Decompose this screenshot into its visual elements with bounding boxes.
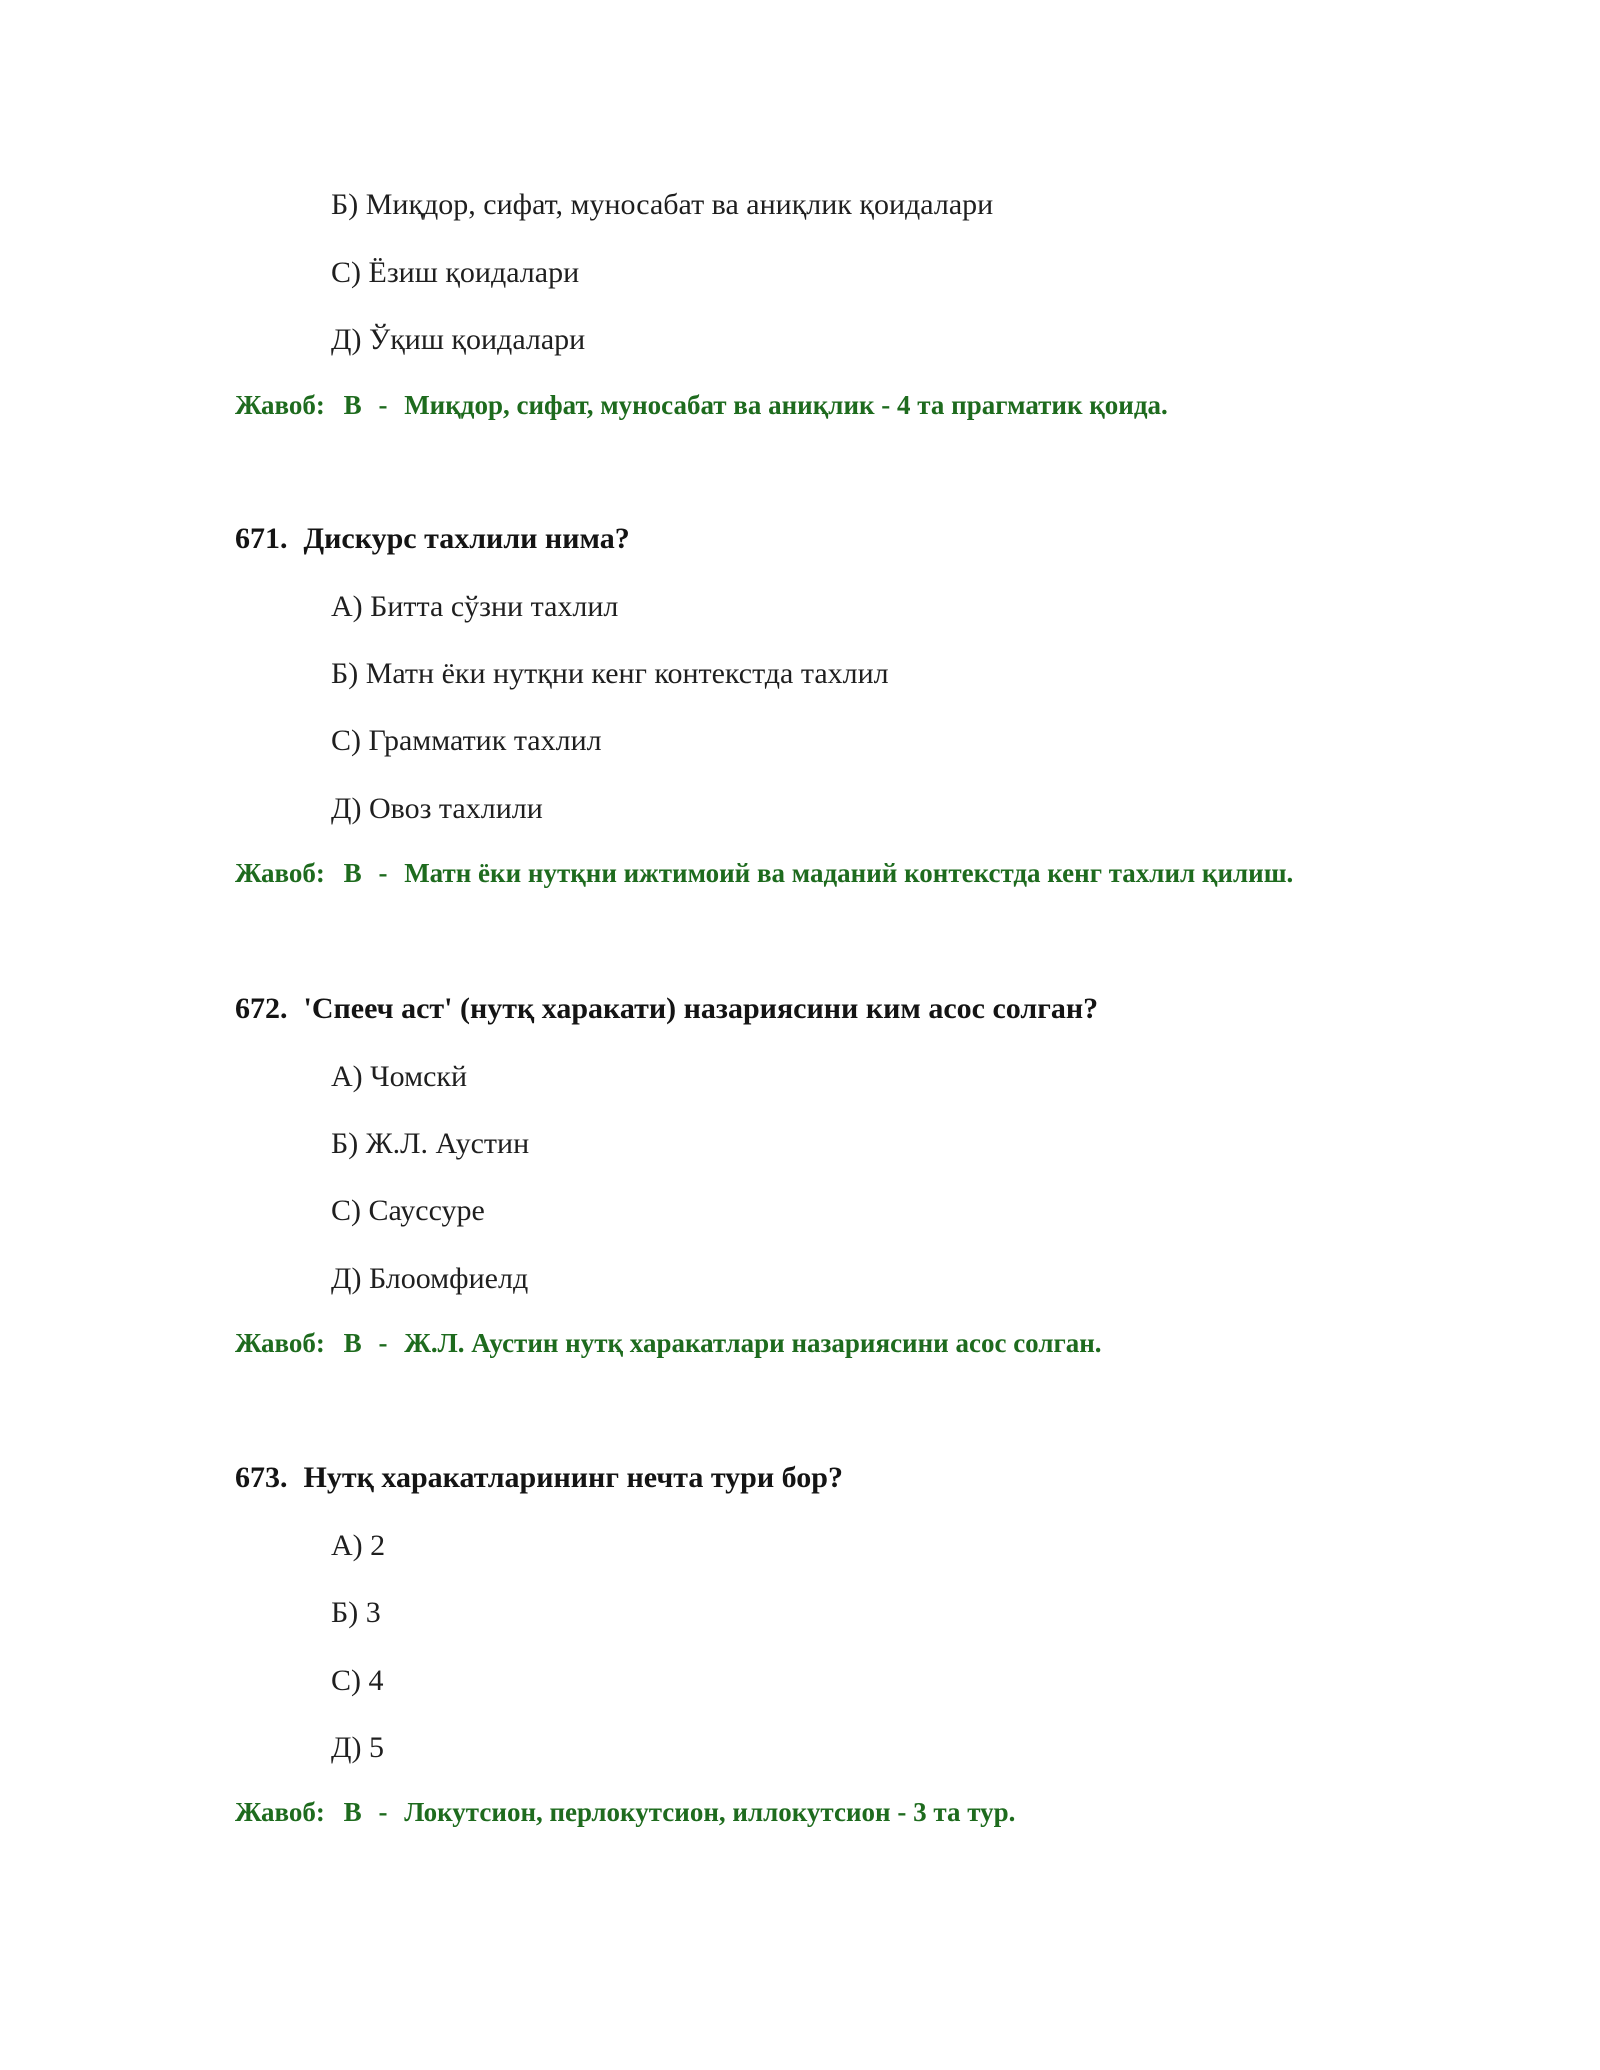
answer-letter: B <box>343 390 362 420</box>
answer-text: Миқдор, сифат, муносабат ва аниқлик - 4 та прагматик қоида. <box>404 390 1168 420</box>
question-text: Дискурс тахлили нима? <box>303 522 630 555</box>
option-b: Б) Миқдор, сифат, муносабат ва аниқлик қоидалари <box>331 188 994 221</box>
answer-line <box>235 1330 1102 1357</box>
question-heading <box>235 1463 843 1493</box>
answer-dash: - <box>378 858 388 888</box>
answer-label: Жавоб: <box>235 1328 325 1358</box>
option-c: С) 4 <box>331 1664 384 1697</box>
option-d: Д) 5 <box>331 1731 384 1764</box>
option-c: С) Грамматик тахлил <box>331 724 602 757</box>
option-a: А) Чомскй <box>331 1060 468 1093</box>
answer-text: Ж.Л. Аустин нутқ харакатлари назариясини асос солган. <box>404 1328 1102 1358</box>
answer-line <box>235 392 1168 419</box>
question-heading <box>235 524 630 554</box>
option-b: Б) Матн ёки нутқни кенг контекстда тахлил <box>331 657 889 690</box>
option-b: Б) Ж.Л. Аустин <box>331 1127 530 1160</box>
option-c: С) Ёзиш қоидалари <box>331 256 580 289</box>
option-a: А) 2 <box>331 1529 386 1562</box>
question-number: 671. <box>235 522 288 555</box>
option-a: А) Битта сўзни тахлил <box>331 590 619 623</box>
question-number: 673. <box>235 1461 288 1494</box>
answer-label: Жавоб: <box>235 858 325 888</box>
option-c: С) Сауссуре <box>331 1194 485 1227</box>
question-heading <box>235 994 1098 1024</box>
answer-text: Локутсион, перлокутсион, иллокутсион - 3 та тур. <box>404 1797 1016 1827</box>
answer-label: Жавоб: <box>235 1797 325 1827</box>
option-b: Б) 3 <box>331 1596 381 1629</box>
answer-letter: B <box>343 1797 362 1827</box>
answer-dash: - <box>378 1328 388 1358</box>
answer-text: Матн ёки нутқни ижтимоий ва маданий контекстда кенг тахлил қилиш. <box>404 858 1294 888</box>
option-d: Д) Ўқиш қоидалари <box>331 323 586 356</box>
option-d: Д) Блоомфиелд <box>331 1262 529 1295</box>
question-number: 672. <box>235 992 288 1025</box>
answer-label: Жавоб: <box>235 390 325 420</box>
answer-letter: B <box>343 858 362 888</box>
answer-dash: - <box>378 390 388 420</box>
answer-line <box>235 1799 1015 1826</box>
answer-letter: B <box>343 1328 362 1358</box>
question-text: 'Спееч аст' (нутқ харакати) назариясини ким асос солган? <box>303 992 1099 1025</box>
answer-line <box>235 860 1293 887</box>
answer-dash: - <box>378 1797 388 1827</box>
option-d: Д) Овоз тахлили <box>331 792 543 825</box>
question-text: Нутқ харакатларининг нечта тури бор? <box>303 1461 843 1494</box>
